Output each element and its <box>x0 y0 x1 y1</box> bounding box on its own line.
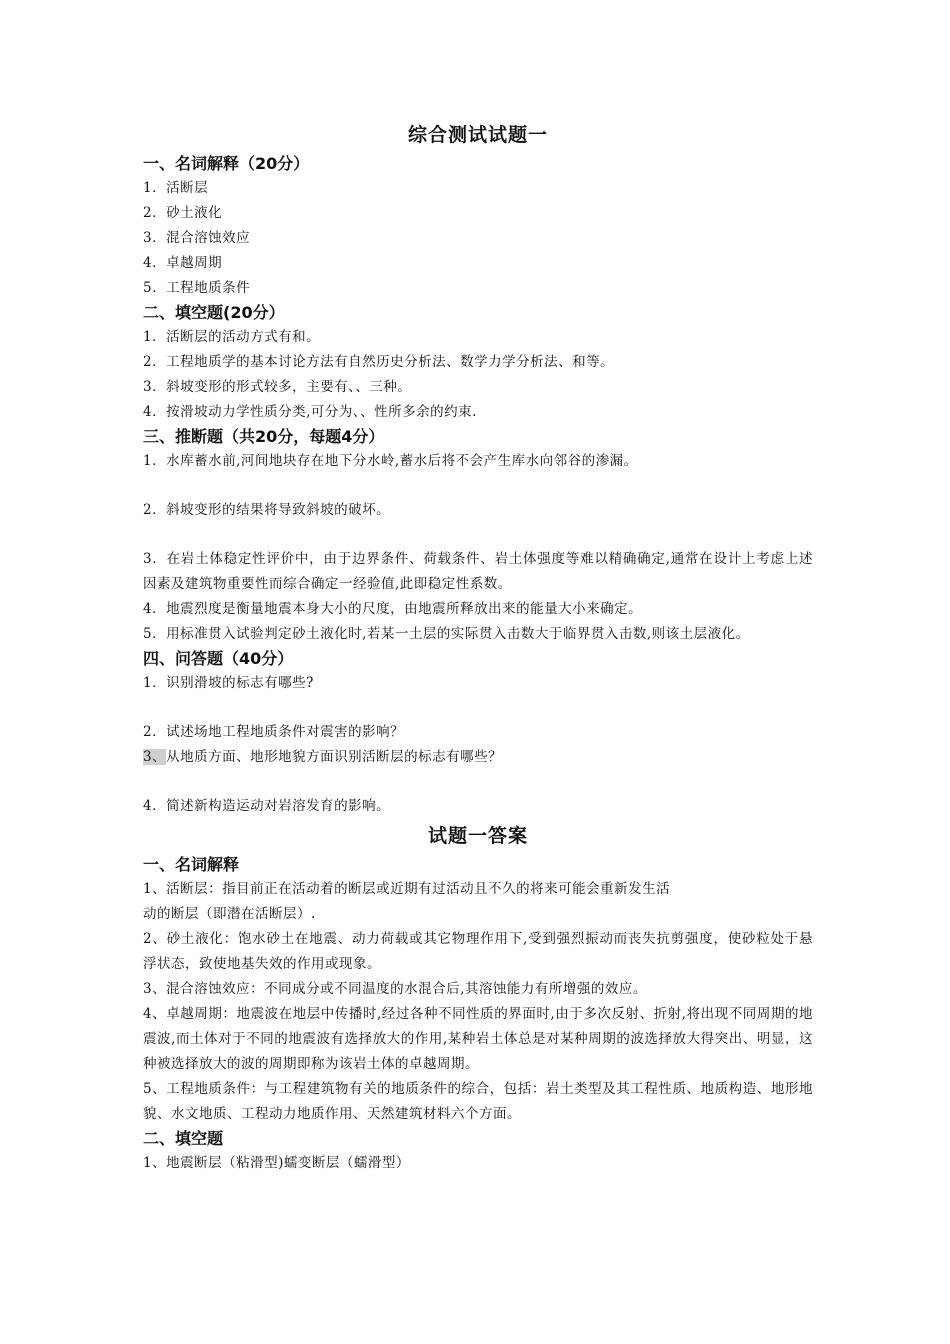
list-item: 1．识别滑坡的标志有哪些? <box>143 675 314 691</box>
answer-item: 5、工程地质条件：与工程建筑物有关的地质条件的综合，包括：岩土类型及其工程性质、地质构造、地形地貌、水文地质、工程动力地质作用、天然建筑材料六个方面。 <box>143 1081 813 1122</box>
list-item: 4．按滑坡动力学性质分类,可分为、、性所多余的约束. <box>143 404 477 420</box>
question-text: 从地质方面、地形地貌方面识别活断层的标志有哪些？ <box>166 749 503 765</box>
list-item: 1．活断层的活动方式有和。 <box>143 329 321 345</box>
answer-item: 动的断层（即潜在活断层）. <box>143 906 316 922</box>
list-item: 2．试述场地工程地质条件对震害的影响？ <box>143 724 405 740</box>
answers-title: 试题一答案 <box>427 825 528 847</box>
list-item: 4．地震烈度是衡量地震本身大小的尺度，由地震所释放出来的能量大小来确定。 <box>143 601 643 617</box>
list-item: 5．用标准贯入试验判定砂土液化时,若某一土层的实际贯入击数大于临界贯入击数,则该土层液化。 <box>143 626 750 642</box>
list-item: 3．斜坡变形的形式较多，主要有、、三种。 <box>143 379 412 395</box>
list-item: 2．斜坡变形的结果将导致斜坡的破坏。 <box>143 502 391 518</box>
answers-heading-fill-blank: 二、填空题 <box>143 1129 224 1148</box>
list-item: 1．水库蓄水前,河间地块存在地下分水岭,蓄水后将不会产生库水向邻谷的渗漏。 <box>143 453 638 469</box>
answer-item: 4、卓越周期：地震波在地层中传播时,经过各种不同性质的界面时,由于多次反射、折射,将出现不同周期的地震波,而土体对于不同的地震波有选择放大的作用,某种岩土体总是对某种周期的波选择放大得突出、明显，这种被选择放大的波的周期即称为该岩土体的卓越周期。 <box>143 1006 813 1072</box>
list-item: 4．卓越周期 <box>143 255 223 271</box>
exam-title: 综合测试试题一 <box>407 124 548 146</box>
list-item: 1．活断层 <box>143 180 209 196</box>
list-item: 5．工程地质条件 <box>143 280 251 296</box>
section-heading-true-false: 三、推断题（共20分，每题4分） <box>143 427 385 446</box>
answer-item: 2、砂土液化：饱水砂土在地震、动力荷载或其它物理作用下,受到强烈振动而丧失抗剪强度，使砂粒处于悬浮状态，致使地基失效的作用或现象。 <box>143 931 813 972</box>
answers-heading-terms: 一、名词解释 <box>143 855 240 874</box>
highlighted-number: 3、 <box>143 749 167 765</box>
list-item <box>143 745 813 770</box>
document-page <box>143 118 813 1176</box>
list-item: 3．混合溶蚀效应 <box>143 230 251 246</box>
section-heading-terms: 一、名词解释（20分） <box>143 154 310 173</box>
list-item: 2．砂土液化 <box>143 205 223 221</box>
answer-item: 3、混合溶蚀效应：不同成分或不同温度的水混合后,其溶蚀能力有所增强的效应。 <box>143 981 647 997</box>
answer-item: 1、地震断层（粘滑型)蠕变断层（蠕滑型） <box>143 1155 410 1171</box>
section-heading-questions: 四、问答题（40分） <box>143 649 294 668</box>
section-heading-fill-blank: 二、填空题(20分） <box>143 303 285 322</box>
list-item: 3．在岩土体稳定性评价中，由于边界条件、荷载条件、岩土体强度等难以精确确定,通常在设计上考虑上述因素及建筑物重要性而综合确定一经验值,此即稳定性系数。 <box>143 551 813 592</box>
list-item: 2．工程地质学的基本讨论方法有自然历史分析法、数学力学分析法、和等。 <box>143 354 615 370</box>
list-item: 4．简述新构造运动对岩溶发育的影响。 <box>143 798 391 814</box>
answer-item: 1、活断层：指目前正在活动着的断层或近期有过活动且不久的将来可能会重新发生活 <box>143 881 671 897</box>
